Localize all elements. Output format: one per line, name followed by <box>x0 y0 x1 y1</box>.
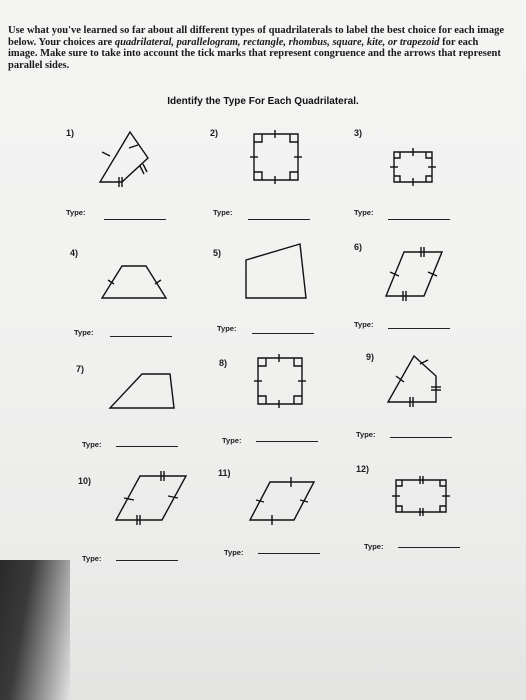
answer-line[interactable] <box>390 437 452 438</box>
problem-number: 8) <box>219 358 228 368</box>
problem-number: 9) <box>366 352 375 362</box>
problem-number: 12) <box>356 464 370 474</box>
type-label: Type: <box>82 554 102 563</box>
answer-line[interactable] <box>258 553 320 554</box>
type-label: Type: <box>356 430 376 439</box>
type-label: Type: <box>354 320 374 329</box>
problem-number: 2) <box>210 128 219 138</box>
problem-number: 4) <box>70 248 79 258</box>
figure-parallelogram <box>380 246 450 302</box>
answer-line[interactable] <box>388 328 450 329</box>
problem-number: 5) <box>213 248 222 258</box>
figure-trapezoid <box>108 368 180 414</box>
figure-quadrilateral <box>240 242 310 302</box>
figure-kite <box>384 354 444 414</box>
figure-trapezoid <box>100 258 170 304</box>
figure-square <box>390 148 440 188</box>
problem-number: 11) <box>218 468 231 478</box>
answer-line[interactable] <box>116 446 178 447</box>
problem-number: 6) <box>354 242 363 252</box>
answer-line[interactable] <box>252 333 314 334</box>
instructions-choices: quadrilateral, parallelogram, rectangle, rhombus, square, kite, or trapezoid <box>114 36 440 48</box>
instructions-line-3: image. Make sure to take into account the tick marks that represent congruence and the arrows that represent <box>8 48 501 59</box>
instructions-line-4: parallel sides. <box>8 59 70 71</box>
instructions-line-2 <box>8 37 518 49</box>
instructions-line-2-post: for each <box>439 36 479 48</box>
instructions-line-2-pre: below. Your choices are <box>8 36 115 48</box>
instructions <box>8 25 518 71</box>
type-label: Type: <box>74 328 94 337</box>
type-label: Type: <box>217 324 237 333</box>
figure-square <box>250 130 306 186</box>
problem-number: 7) <box>76 364 85 374</box>
worksheet-heading: Identify the Type For Each Quadrilateral. <box>167 96 359 107</box>
type-label: Type: <box>222 436 242 445</box>
problem-number: 3) <box>354 128 363 138</box>
figure-square <box>254 354 310 410</box>
answer-line[interactable] <box>248 219 310 220</box>
type-label: Type: <box>66 208 86 217</box>
instructions-line-1: Use what you've learned so far about all different types of quadrilaterals to label the best choice for each image <box>8 25 505 36</box>
problem-number: 1) <box>66 128 75 138</box>
figure-kite <box>96 130 156 190</box>
type-label: Type: <box>82 440 102 449</box>
type-label: Type: <box>224 548 244 557</box>
answer-line[interactable] <box>388 219 450 220</box>
answer-line[interactable] <box>110 336 172 337</box>
figure-parallelogram <box>110 470 190 528</box>
type-label: Type: <box>364 542 384 551</box>
type-label: Type: <box>354 208 374 217</box>
type-label: Type: <box>213 208 233 217</box>
answer-line[interactable] <box>104 219 166 220</box>
problem-number: 10) <box>78 476 92 486</box>
photo-shadow <box>0 560 70 700</box>
figure-rectangle <box>392 476 452 518</box>
answer-line[interactable] <box>116 560 178 561</box>
answer-line[interactable] <box>398 547 460 548</box>
answer-line[interactable] <box>256 441 318 442</box>
figure-rhombus <box>244 476 320 526</box>
